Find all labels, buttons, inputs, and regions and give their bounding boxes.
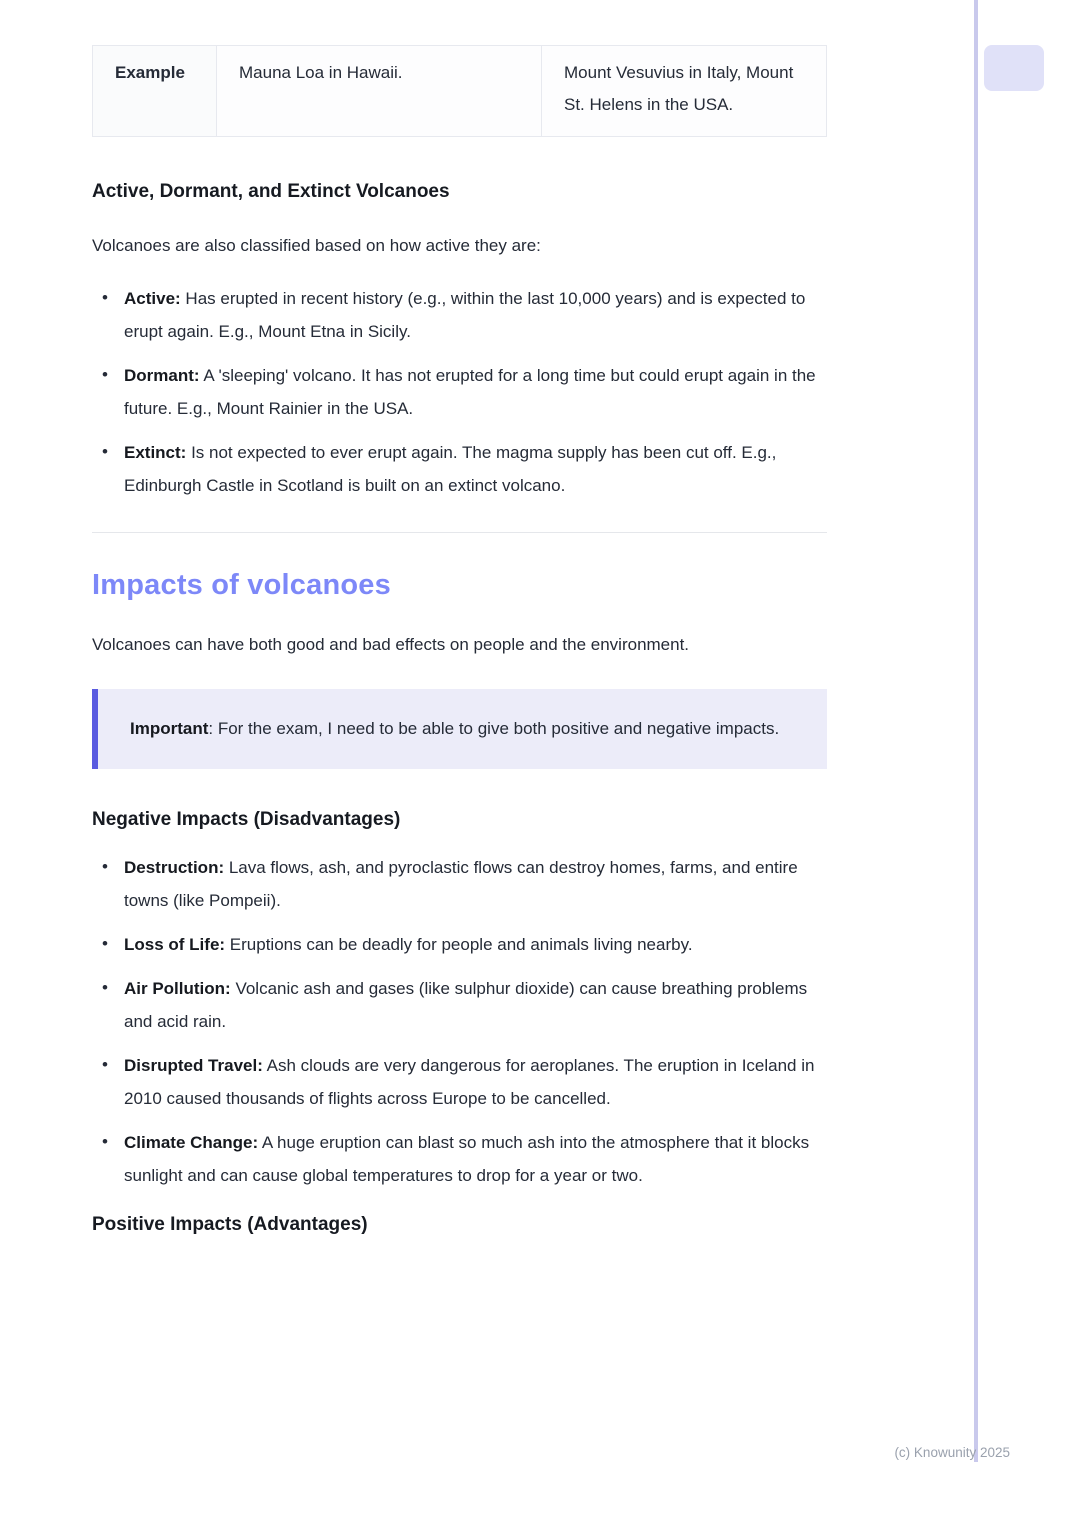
bullet-term: Air Pollution: <box>124 979 231 998</box>
section-divider <box>92 532 827 533</box>
page-edge-divider <box>974 0 978 1462</box>
copyright-watermark: (c) Knowunity 2025 <box>894 1445 1010 1460</box>
bullet-term: Climate Change: <box>124 1133 259 1152</box>
important-callout <box>92 689 827 769</box>
activity-intro-paragraph: Volcanoes are also classified based on how active they are: <box>92 236 541 255</box>
callout-text: : For the exam, I need to be able to give both positive and negative impacts. <box>208 719 780 738</box>
list-item <box>92 1126 827 1192</box>
bullet-text: Has erupted in recent history (e.g., within the last 10,000 years) and is expected to erupt again. E.g., Mount Etna in Sicily. <box>124 289 806 341</box>
section-heading-positive-impacts: Positive Impacts (Advantages) <box>92 1214 368 1235</box>
bullet-text: Ash clouds are very dangerous for aeroplanes. The eruption in Iceland in 2010 caused thousands of flights across Europe to be cancelled. <box>124 1056 815 1108</box>
bullet-term: Dormant: <box>124 366 200 385</box>
bullet-term: Extinct: <box>124 443 187 462</box>
list-item <box>92 282 827 348</box>
table-cell-composite-example: Mount Vesuvius in Italy, Mount St. Helens in the USA. <box>542 46 827 137</box>
list-item <box>92 436 827 502</box>
list-item <box>92 359 827 425</box>
section-heading-negative-impacts: Negative Impacts (Disadvantages) <box>92 809 401 830</box>
table-row <box>93 46 827 137</box>
bullet-term: Active: <box>124 289 181 308</box>
section-heading-impacts: Impacts of volcanoes <box>92 569 391 601</box>
table-row-label: Example <box>93 46 217 137</box>
bullet-term: Destruction: <box>124 858 225 877</box>
bullet-text: Eruptions can be deadly for people and animals living nearby. <box>225 935 693 954</box>
list-item <box>92 851 827 917</box>
list-item <box>92 928 827 961</box>
activity-bullet-list <box>92 282 827 502</box>
impacts-intro-paragraph: Volcanoes can have both good and bad effects on people and the environment. <box>92 635 690 654</box>
bullet-text: A 'sleeping' volcano. It has not erupted for a long time but could erupt again in the future. E.g., Mount Rainier in the USA. <box>124 366 816 418</box>
bullet-text: Volcanic ash and gases (like sulphur dioxide) can cause breathing problems and acid rain. <box>124 979 808 1031</box>
document-page <box>92 45 827 1236</box>
list-item <box>92 972 827 1038</box>
negative-impacts-bullet-list <box>92 851 827 1192</box>
bullet-term: Loss of Life: <box>124 935 226 954</box>
bullet-text: Lava flows, ash, and pyroclastic flows can destroy homes, farms, and entire towns (like Pompeii). <box>124 858 798 910</box>
table-cell-shield-example: Mauna Loa in Hawaii. <box>217 46 542 137</box>
section-heading-activity: Active, Dormant, and Extinct Volcanoes <box>92 181 450 202</box>
scrollbar-thumb[interactable] <box>984 45 1044 91</box>
list-item <box>92 1049 827 1115</box>
volcano-comparison-table <box>92 45 827 137</box>
callout-term: Important <box>130 719 209 738</box>
bullet-text: A huge eruption can blast so much ash into the atmosphere that it blocks sunlight and can cause global temperatures to drop for a year or two. <box>124 1133 810 1185</box>
bullet-term: Disrupted Travel: <box>124 1056 263 1075</box>
bullet-text: Is not expected to ever erupt again. The magma supply has been cut off. E.g., Edinburgh Castle in Scotland is built on an extinct volcano. <box>124 443 777 495</box>
